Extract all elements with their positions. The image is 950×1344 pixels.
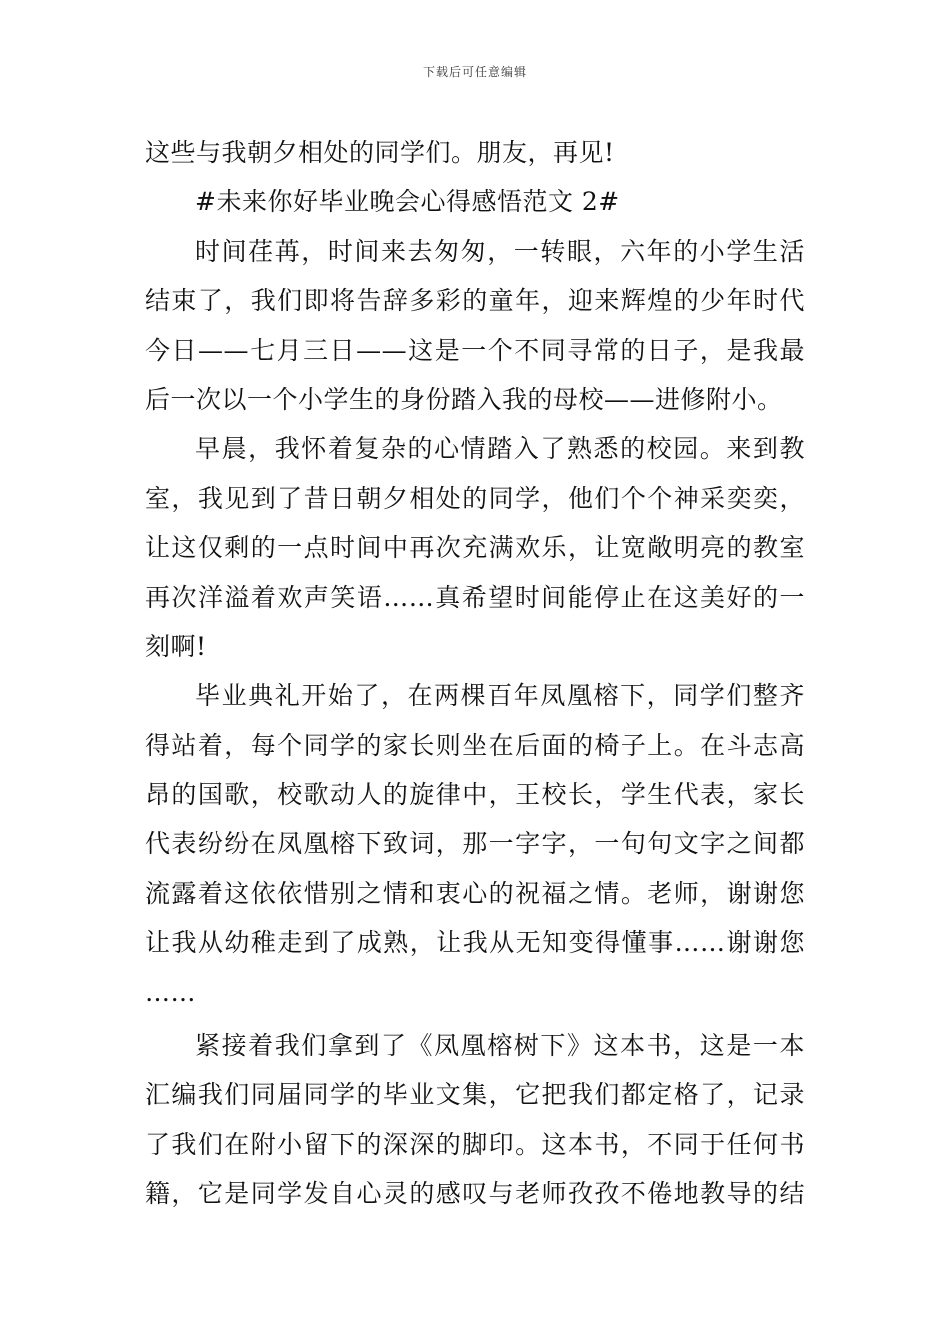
body-line: 汇编我们同届同学的毕业文集，它把我们都定格了，记录 [145, 1080, 805, 1110]
body-line: 毕业典礼开始了，在两棵百年凤凰榕下，同学们整齐 [195, 681, 805, 711]
body-line: 流露着这依依惜别之情和衷心的祝福之情。老师，谢谢您 [145, 878, 805, 908]
body-line: 再次洋溢着欢声笑语……真希望时间能停止在这美好的一 [145, 582, 805, 612]
document-body [145, 128, 805, 1219]
body-line: 时间荏苒，时间来去匆匆，一转眼，六年的小学生活 [195, 236, 805, 266]
page-header: 下载后可任意编辑 [422, 65, 527, 79]
section-heading: #未来你好毕业晚会心得感悟范文 2# [195, 187, 620, 217]
body-line: 籍，它是同学发自心灵的感叹与老师孜孜不倦地教导的结 [145, 1179, 805, 1209]
body-line: 让我从幼稚走到了成熟，让我从无知变得懂事……谢谢您 [145, 928, 805, 958]
body-line: 昂的国歌，校歌动人的旋律中，王校长，学生代表，家长 [145, 780, 805, 810]
body-line: 后一次以一个小学生的身份踏入我的母校——进修附小。 [145, 384, 783, 414]
body-line: 今日——七月三日——这是一个不同寻常的日子，是我最 [145, 335, 805, 365]
body-line: 代表纷纷在凤凰榕下致词，那一字字，一句句文字之间都 [145, 829, 805, 859]
body-line: 让这仅剩的一点时间中再次充满欢乐，让宽敞明亮的教室 [145, 533, 805, 563]
body-line: 刻啊! [145, 631, 207, 661]
body-line: 紧接着我们拿到了《凤凰榕树下》这本书，这是一本 [195, 1031, 805, 1061]
body-line: 得站着，每个同学的家长则坐在后面的椅子上。在斗志高 [145, 730, 805, 760]
body-line: 室，我见到了昔日朝夕相处的同学，他们个个神采奕奕， [145, 483, 805, 513]
body-line: …… [145, 977, 196, 1007]
body-line: 了我们在附小留下的深深的脚印。这本书，不同于任何书 [145, 1129, 805, 1159]
body-line: 早晨，我怀着复杂的心情踏入了熟悉的校园。来到教 [195, 434, 805, 464]
body-line: 结束了，我们即将告辞多彩的童年，迎来辉煌的少年时代 [145, 286, 805, 316]
body-line: 这些与我朝夕相处的同学们。朋友，再见! [145, 138, 615, 167]
